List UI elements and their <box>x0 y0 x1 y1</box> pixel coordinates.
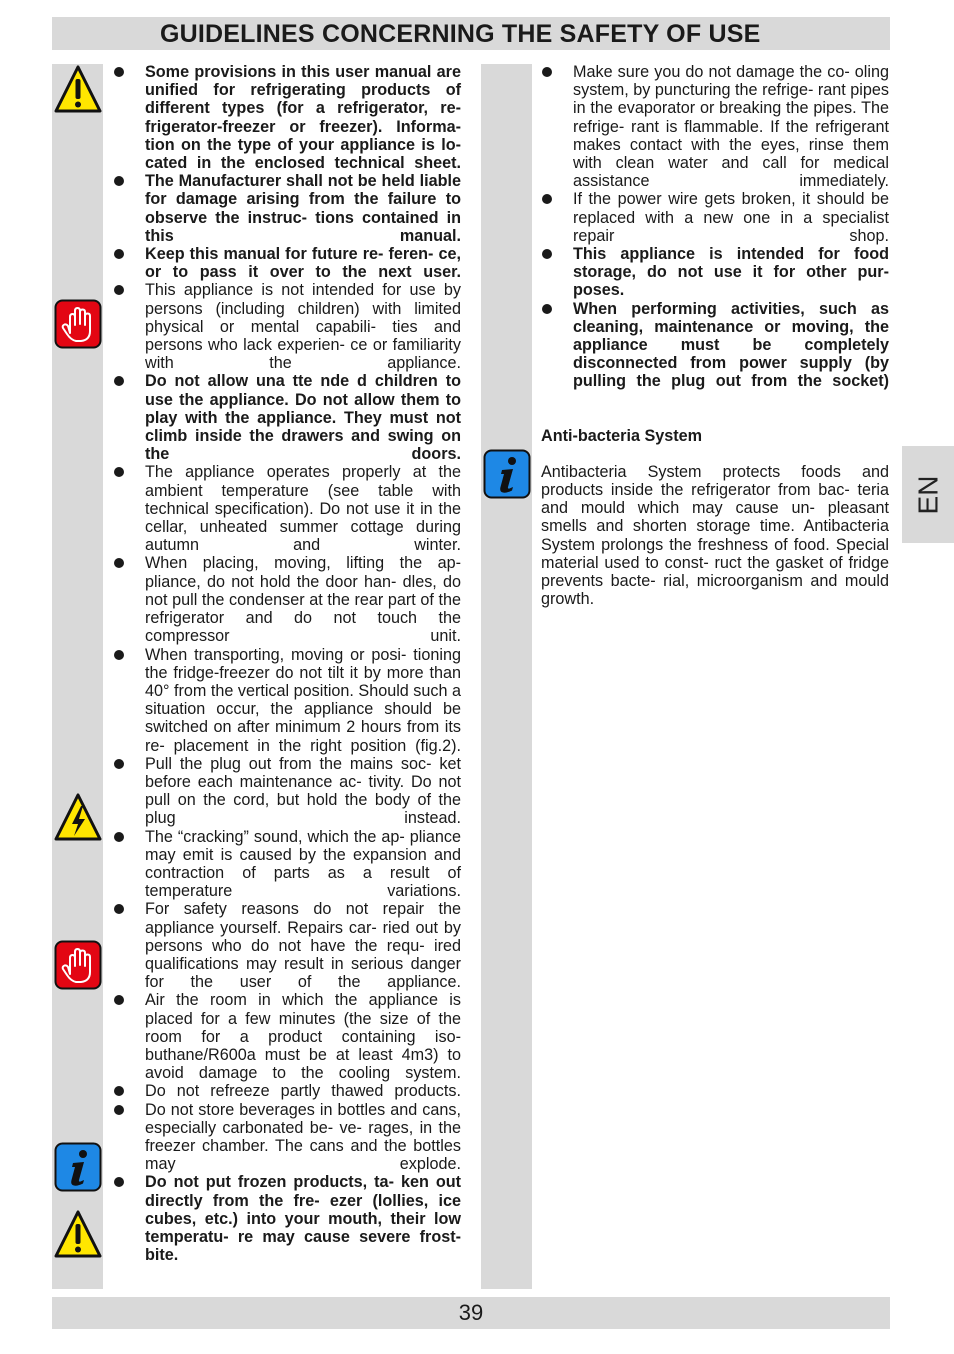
bullet-item: If the power wire gets broken, it should be replaced with a new one in a specialist repair shop. <box>541 190 889 245</box>
right-bullet-list <box>541 63 889 391</box>
right-column <box>541 63 889 608</box>
middle-icon-gutter <box>481 64 532 1289</box>
bullet-item: Pull the plug out from the mains soc- ket before each maintenance ac- tivity. Do not pull on the cord, but hold the body of the plug instead. <box>113 755 461 828</box>
bullet-item: Do not refreeze partly thawed products. <box>113 1082 461 1100</box>
bullet-item: Do not store beverages in bottles and cans, especially carbonated be- ve- rages, in the freezer chamber. The cans and the bottles may explode. <box>113 1101 461 1174</box>
footer-bar <box>52 1297 890 1329</box>
stop-hand-icon <box>54 299 102 349</box>
left-bullet-list <box>113 63 461 1264</box>
antibacteria-body: Antibacteria System protects foods and products inside the refrigerator from bac- teria and mould which may cause un- pleasant smells and shorten storage time. Antibacteria System prolongs the freshness of food. Special material used to const- ruct the gasket of fridge prevents bacte- rial, microorganism and mould growth. <box>541 462 889 609</box>
page-number: 39 <box>458 1300 484 1325</box>
bullet-item: For safety reasons do not repair the appliance yourself. Repairs car- ried out by persons who do not have the requ- ired qualifications may result in serious danger for the user of the appliance. <box>113 900 461 991</box>
language-label: EN <box>912 475 943 514</box>
bullet-item: Make sure you do not damage the co- oling system, by puncturing the refrige- rant pipes in the evaporator or breaking the pipes. The refrige- rant is flammable. If the refrigerant makes contact with the eyes, rinse them with clean water and call for medical assistance immediately. <box>541 63 889 190</box>
left-icon-gutter <box>52 64 103 1289</box>
stop-hand-icon <box>54 940 102 990</box>
language-tab <box>902 446 954 543</box>
bullet-item: Air the room in which the appliance is placed for a few minutes (the size of the room for a product containing iso- buthane/R600a must be at least 4m3) to avoid damage to the cooling system. <box>113 991 461 1082</box>
page-title: GUIDELINES CONCERNING THE SAFETY OF USE <box>160 20 761 48</box>
title-bar <box>52 17 890 50</box>
bullet-item: This appliance is intended for food storage, do not use it for other pur- poses. <box>541 245 889 300</box>
bullet-item: The Manufacturer shall not be held liable for damage arising from the failure to observe the instruc- tions contained in this manual. <box>113 172 461 245</box>
warning-triangle-icon <box>54 1209 102 1259</box>
bullet-item: This appliance is not intended for use by persons (including children) with limited physical or mental capabili- ties and persons who lack experien- ce or familiarity with the appliance. <box>113 281 461 372</box>
bullet-item: When performing activities, such as cleaning, maintenance or moving, the appliance must be completely disconnected from power supply (by pulling the plug out from the socket) <box>541 300 889 391</box>
bullet-item: When placing, moving, lifting the ap- pliance, do not hold the door han- dles, do not pull the condenser at the rear part of the refrigerator and do not touch the compressor unit. <box>113 554 461 645</box>
left-column <box>113 63 461 1264</box>
antibacteria-heading: Anti-bacteria System <box>541 426 703 445</box>
electric-hazard-icon <box>54 792 102 842</box>
bullet-item: Keep this manual for future re- feren- ce, or to pass it over to the next user. <box>113 245 461 281</box>
warning-triangle-icon <box>54 64 102 114</box>
bullet-item: Some provisions in this user manual are unified for refrigerating products of different types (for a refrigerator, re- frigerator-freezer or freezer). Informa- tion on the type of your appliance is lo- cated in the enclosed technical sheet. <box>113 63 461 172</box>
bullet-item: The appliance operates properly at the ambient temperature (see table with technical specification). Do not use it in the cellar, unheated summer cottage during autumn and winter. <box>113 463 461 554</box>
info-icon <box>54 1142 102 1192</box>
bullet-item: Do not allow una tte nde d children to use the appliance. Do not allow them to play with the appliance. They must not climb inside the drawers and swing on the doors. <box>113 372 461 463</box>
bullet-item: The “cracking” sound, which the ap- pliance may emit is caused by the expansion and contraction of parts as a result of temperature variations. <box>113 828 461 901</box>
bullet-item: Do not put frozen products, ta- ken out directly from the fre- ezer (lollies, ice cubes, etc.) into your mouth, their low temperatu- re may cause severe frost-bite. <box>113 1173 461 1264</box>
info-icon <box>483 449 531 499</box>
bullet-item: When transporting, moving or posi- tioning the fridge-freezer do not tilt it by more than 40° from the vertical position. Should such a situation occur, the appliance should be switched on after minimum 2 hours from its re- placement in the right position (fig.2). <box>113 646 461 755</box>
